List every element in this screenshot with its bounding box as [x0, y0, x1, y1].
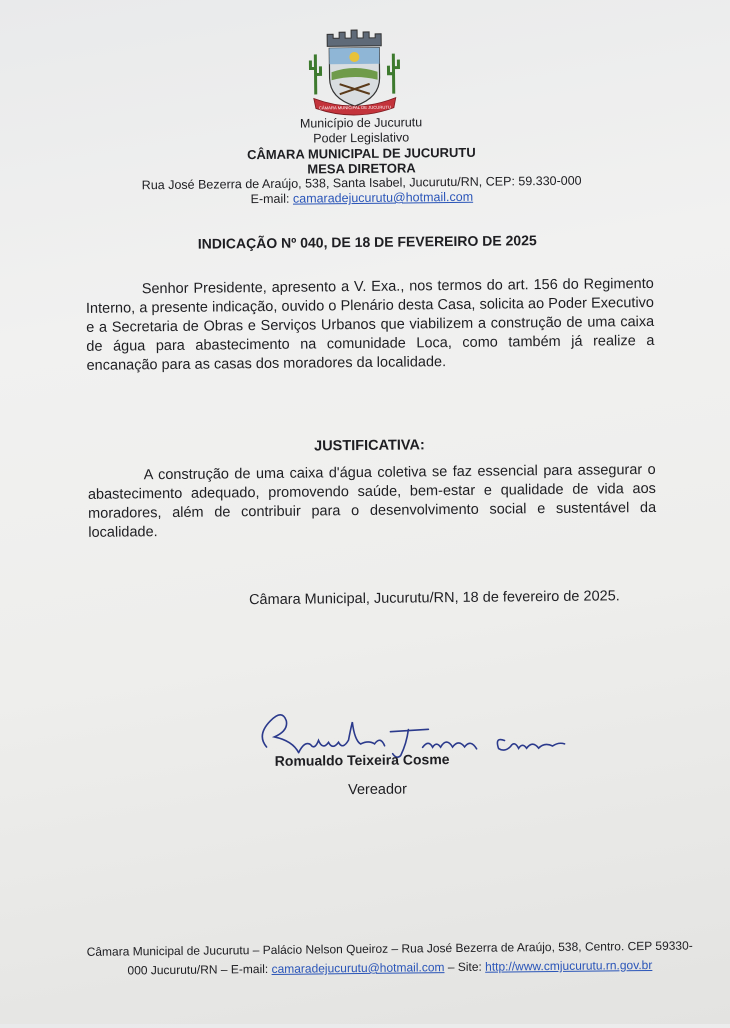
- signer-role: Vereador: [347, 781, 407, 799]
- email-link[interactable]: camaradejucurutu@hotmail.com: [292, 189, 474, 206]
- municipality-line: Município de Jucurutu: [299, 115, 423, 131]
- page-footer: [85, 937, 695, 981]
- paragraph-2-text: A construção de uma caixa d'água coletiva se faz essencial para assegurar o abastecimento adequado, promovendo saúde, bem-estar e qualidade de vida aos moradores, além de contribuir para o desenvolvimento social e sustentável da localidade.: [87, 461, 657, 541]
- justification-paragraph: [88, 461, 657, 543]
- chamber-name: CÂMARA MUNICIPAL DE JUCURUTU: [246, 144, 476, 163]
- power-line: Poder Legislativo: [313, 130, 410, 146]
- footer-email-link[interactable]: camaradejucurutu@hotmail.com: [271, 960, 445, 976]
- board-name: MESA DIRETORA: [307, 160, 416, 177]
- footer-text-1: Câmara Municipal de Jucurutu – Palácio Nelson Queiroz – Rua José Bezerra de Araújo, 538, Centro. CEP 59330-000 Jucurutu/RN – E-mail:: [86, 938, 693, 978]
- document-title: INDICAÇÃO Nº 040, DE 18 DE FEVEREIRO DE 2025: [197, 232, 537, 252]
- footer-site-link[interactable]: http://www.cmjucurutu.rn.gov.br: [485, 957, 653, 974]
- letterhead: [96, 113, 627, 209]
- address-line: Rua José Bezerra de Araújo, 538, Santa Isabel, Jucurutu/RN, CEP: 59.330-000: [141, 173, 582, 193]
- signer-name: Romualdo Teixeira Cosme: [274, 751, 450, 769]
- footer-text-2: – Site:: [444, 959, 486, 975]
- justification-heading: JUSTIFICATIVA:: [314, 437, 425, 455]
- crest-banner-text: CÂMARA MUNICIPAL DE JUCURUTU: [318, 104, 391, 111]
- email-label: E-mail:: [250, 191, 294, 207]
- date-line: Câmara Municipal, Jucurutu/RN, 18 de fevereiro de 2025.: [248, 588, 620, 609]
- coat-of-arms-icon: [307, 24, 402, 117]
- indication-paragraph: [86, 275, 655, 376]
- paragraph-1-text: Senhor Presidente, apresento a V. Exa., nos termos do art. 156 do Regimento Interno, a presente indicação, ouvido o Plenário desta Casa, solicita ao Poder Executivo e a Secretaria de Obras e Serviços Urbanos que viabilizem a construção de uma caixa de água para abastecimento na comunidade Loca, como também já realize a encanação para as casas dos moradores da localidade.: [85, 275, 655, 374]
